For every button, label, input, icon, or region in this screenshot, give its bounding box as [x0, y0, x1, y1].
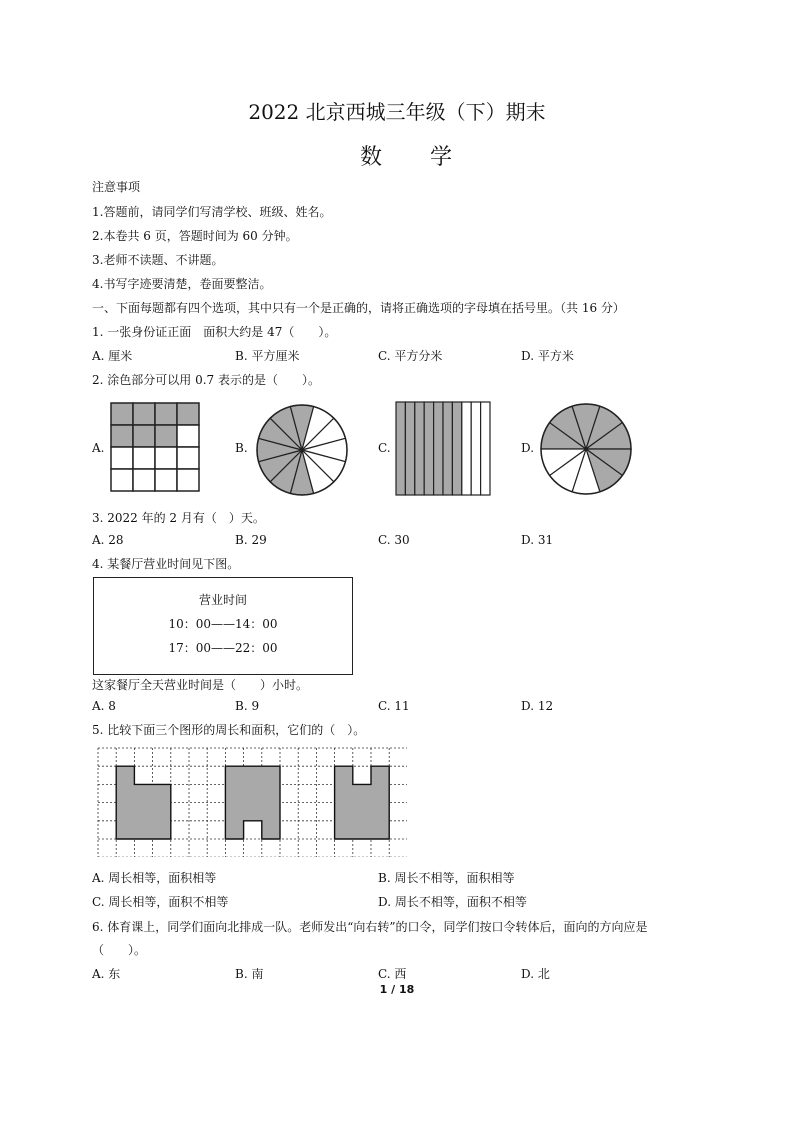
page-number: 1 / 18: [379, 983, 415, 996]
note-item: 3.老师不读题、不讲题。: [92, 253, 224, 267]
q5-option-d: D. 周长不相等，面积不相等: [378, 895, 527, 909]
subject-char-1: 数: [360, 145, 383, 170]
strip: [424, 402, 433, 495]
q3-option-b: B. 29: [235, 533, 267, 547]
grid-cell: [177, 403, 199, 425]
section-heading: 一、下面每题都有四个选项，其中只有一个是正确的，请将正确选项的字母填在括号里。（共 16 分）: [92, 301, 625, 315]
strip: [452, 402, 461, 495]
q2-option-c-letter: C.: [378, 441, 391, 455]
grid-cell: [155, 447, 177, 469]
grid-cell: [111, 403, 133, 425]
hours-line: 10：00——14：00: [168, 617, 278, 631]
q5-option-b: B. 周长不相等，面积相等: [378, 871, 515, 885]
q2-figure-d-circle: [538, 401, 634, 497]
q1-option-d: D. 平方米: [521, 349, 574, 363]
q6-option-c: C. 西: [378, 967, 407, 981]
grid-cell: [177, 425, 199, 447]
shape-3: [335, 766, 390, 839]
strip: [471, 402, 480, 495]
q2-option-d-letter: D.: [521, 441, 535, 455]
q6-option-d: D. 北: [521, 967, 550, 981]
grid-cell: [155, 425, 177, 447]
q2-figure-b-circle: [254, 402, 350, 498]
page-title: 2022 北京西城三年级（下）期末: [248, 100, 546, 124]
q2-option-b-letter: B.: [235, 441, 248, 455]
q4-option-c: C. 11: [378, 699, 410, 713]
grid-cell: [133, 425, 155, 447]
question-4-stem: 4. 某餐厅营业时间见下图。: [92, 557, 240, 571]
strip: [396, 402, 405, 495]
grid-cell: [177, 447, 199, 469]
notes-heading: 注意事项: [92, 180, 141, 194]
q3-option-d: D. 31: [521, 533, 554, 547]
note-item: 1.答题前，请同学们写清学校、班级、姓名。: [92, 205, 332, 219]
question-4-text: 这家餐厅全天营业时间是（ ）小时。: [92, 678, 309, 692]
question-2-stem: 2. 涂色部分可以用 0.7 表示的是（ ）。: [92, 373, 320, 387]
grid-cell: [155, 469, 177, 491]
grid-cell: [111, 469, 133, 491]
strip: [415, 402, 424, 495]
q6-option-b: B. 南: [235, 967, 264, 981]
q1-option-b: B. 平方厘米: [235, 349, 300, 363]
note-item: 2.本卷共 6 页，答题时间为 60 分钟。: [92, 229, 298, 243]
q3-option-c: C. 30: [378, 533, 410, 547]
question-6-stem-cont: （ ）。: [92, 943, 147, 957]
strip: [443, 402, 452, 495]
strip: [481, 402, 490, 495]
strip: [405, 402, 414, 495]
q4-option-a: A. 8: [92, 699, 116, 713]
note-item: 4.书写字迹要清楚，卷面要整洁。: [92, 277, 272, 291]
grid-cell: [133, 469, 155, 491]
q5-option-a: A. 周长相等，面积相等: [92, 871, 217, 885]
q1-option-a: A. 厘米: [92, 349, 133, 363]
q2-figure-c-strips: [395, 401, 491, 497]
subject-char-2: 学: [430, 145, 453, 170]
q6-option-a: A. 东: [92, 967, 121, 981]
q5-option-c: C. 周长相等，面积不相等: [92, 895, 229, 909]
q2-figure-a-grid: [110, 402, 204, 496]
question-3-stem: 3. 2022 年的 2 月有（ ）天。: [92, 511, 265, 525]
q1-option-c: C. 平方分米: [378, 349, 443, 363]
subject-title: [360, 140, 452, 171]
hours-box: [93, 577, 353, 675]
strip: [434, 402, 443, 495]
q4-option-d: D. 12: [521, 699, 554, 713]
shape-1: [116, 766, 171, 839]
strip: [462, 402, 471, 495]
q3-option-a: A. 28: [92, 533, 124, 547]
grid-cell: [111, 447, 133, 469]
question-1-stem: 1. 一张身份证正面 面积大约是 47（ ）。: [92, 325, 337, 339]
hours-box-title: 营业时间: [198, 593, 247, 607]
hours-line: 17：00——22：00: [168, 641, 278, 655]
shape-2: [225, 766, 280, 839]
q4-option-b: B. 9: [235, 699, 260, 713]
grid-cell: [177, 469, 199, 491]
grid-cell: [133, 447, 155, 469]
grid-cell: [155, 403, 177, 425]
question-5-stem: 5. 比较下面三个图形的周长和面积，它们的（ ）。: [92, 723, 366, 737]
grid-cell: [111, 425, 133, 447]
q5-shapes-grid: [97, 747, 407, 857]
grid-cell: [133, 403, 155, 425]
question-6-stem: 6. 体育课上，同学们面向北排成一队。老师发出“向右转”的口令，同学们按口令转体后，面向的方向应是: [92, 920, 648, 934]
q2-option-a-letter: A.: [92, 441, 105, 455]
